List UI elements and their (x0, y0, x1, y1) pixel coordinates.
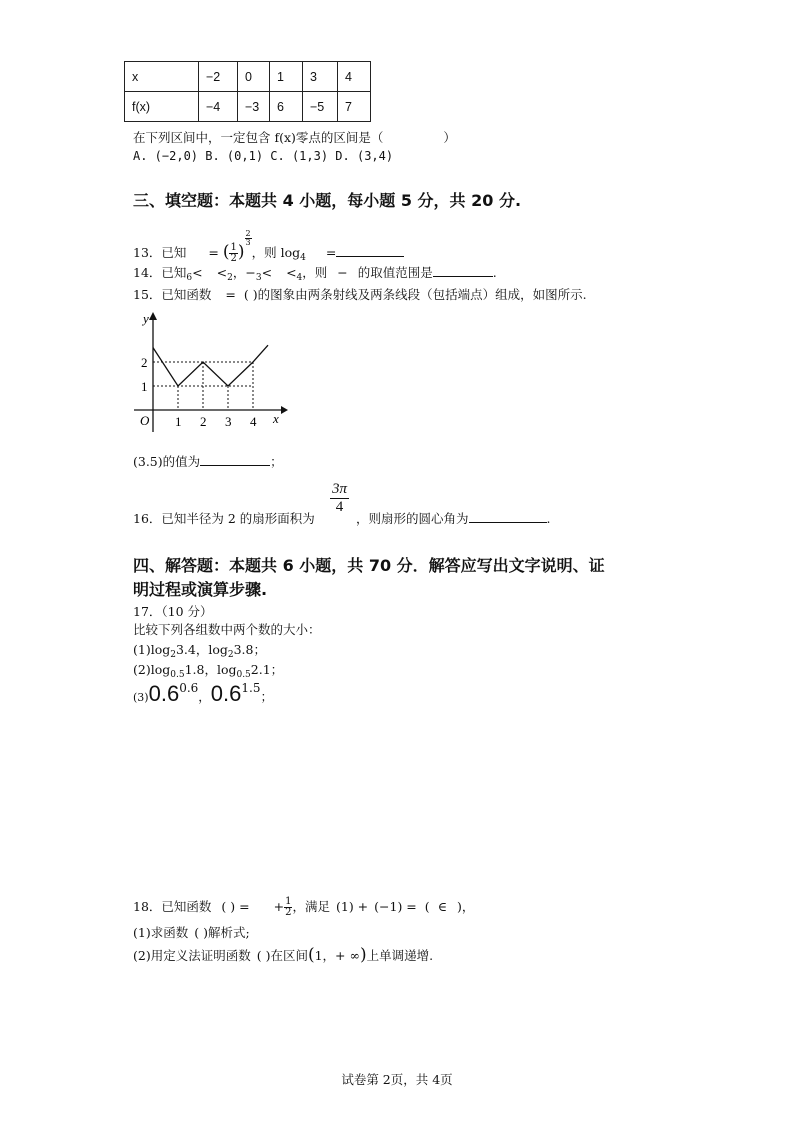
x-axis-label: x (273, 411, 279, 426)
q18-part2: (2)用定义法证明函数 ( )在区间(1，+ ∞)上单调递增. (133, 945, 434, 965)
table-cell: 4 (338, 62, 371, 92)
q12-stem-close: ） (443, 130, 456, 145)
q15-function-graph (125, 308, 290, 438)
table-cell: −3 (238, 92, 270, 122)
q18-part1: (1)求函数 ( )解析式; (133, 925, 250, 940)
table-cell: 6 (270, 92, 303, 122)
q18-number: 18．已知函数 (133, 899, 212, 914)
q14-number: 14．已知 (133, 265, 187, 280)
x-tick-label: 3 (225, 414, 232, 429)
table-cell: −4 (199, 92, 238, 122)
q13: 13．已知 = ( $\frac{1}{2}$ ) $\frac{2}{3}$ ，则 $\log_4$ = (133, 230, 404, 264)
table-cell: 3 (303, 62, 338, 92)
y-axis-label: y (143, 311, 149, 326)
q18-stem: 18．已知函数 ( ) = + $\frac{1}{2}$ ，满足 (1) + (−1) = ( ∈ )， (133, 896, 475, 918)
q13-fraction: $\frac{1}{2}$ (230, 242, 237, 264)
q15-number: 15．已知函数 (133, 287, 212, 302)
value-table (124, 61, 371, 122)
q17-intro: 比较下列各组数中两个数的大小： (133, 622, 321, 637)
q13-exponent: $\frac{2}{3}$ (245, 229, 251, 247)
table-cell: f(x) (125, 92, 199, 122)
y-tick-label: 1 (141, 379, 148, 394)
section4-title-line1: 四、解答题：本题共 6 小题，共 70 分．解答应写出文字说明、证 (133, 556, 605, 575)
x-tick-label: 2 (200, 414, 207, 429)
q12-stem (133, 128, 456, 146)
q17-part1: $(1)\log_23.4$，$\log_23.8$； (133, 642, 266, 660)
q15-answer-blank[interactable] (200, 453, 270, 466)
section4-title-line2: 明过程或演算步骤. (133, 580, 268, 599)
q15: 15．已知函数 = ( )的图象由两条射线及两条线段（包括端点）组成，如图所示. (133, 287, 587, 302)
y-tick-label: 2 (141, 355, 148, 370)
table-cell: −5 (303, 92, 338, 122)
q16-fraction: 3π 4 (332, 481, 348, 515)
page-footer: 试卷第 2页，共 4页 (341, 1072, 453, 1087)
q13-lparen: ( (222, 242, 230, 262)
x-tick-label: 4 (250, 414, 257, 429)
table-row (125, 62, 371, 92)
function-series-line (153, 345, 268, 386)
guide-lines (153, 362, 253, 410)
table-cell: 1 (270, 62, 303, 92)
table-row (125, 92, 371, 122)
x-tick-label: 1 (175, 414, 182, 429)
q12-stem-text: 在下列区间中，一定包含 f(x)零点的区间是（ (133, 130, 384, 145)
q17-part3: (3)0.60.6，0.61.5； (133, 681, 273, 706)
q13-rparen: ) (237, 242, 245, 262)
table-cell: −2 (199, 62, 238, 92)
q18-fraction: $\frac{1}{2}$ (285, 896, 292, 918)
section3-title: 三、填空题：本题共 4 小题，每小题 5 分，共 20 分. (133, 191, 522, 210)
q13-eq: = (208, 245, 219, 260)
q16 (133, 509, 315, 527)
q12-options: A. (−2,0) B. (0,1) C. (1,3) D. (3,4) (133, 149, 394, 163)
y-axis-arrow (149, 312, 157, 320)
q13-number: 13．已知 (133, 245, 187, 260)
table-cell: 0 (238, 62, 270, 92)
origin-label: O (140, 413, 150, 428)
q16-answer-blank[interactable] (469, 510, 547, 523)
q16-tail: ，则扇形的圆心角为 . (356, 511, 551, 526)
x-axis-arrow (281, 406, 288, 414)
q17-part2: $(2)\log_{0.5}1.8$，$\log_{0.5}2.1$； (133, 662, 284, 680)
q14: 14．已知$_6< <_2$，$-_3< <_4$，则 − 的取值范围是 . (133, 265, 497, 283)
q14-answer-blank[interactable] (433, 264, 493, 277)
q17-number: 17．（10 分） (133, 604, 213, 619)
q15-answer: (3.5)的值为 ； (133, 454, 283, 469)
q13-answer-blank[interactable] (336, 244, 404, 257)
q16-number: 16．已知半径为 2 的扇形面积为 (133, 511, 315, 526)
table-cell: x (125, 62, 199, 92)
table-cell: 7 (338, 92, 371, 122)
